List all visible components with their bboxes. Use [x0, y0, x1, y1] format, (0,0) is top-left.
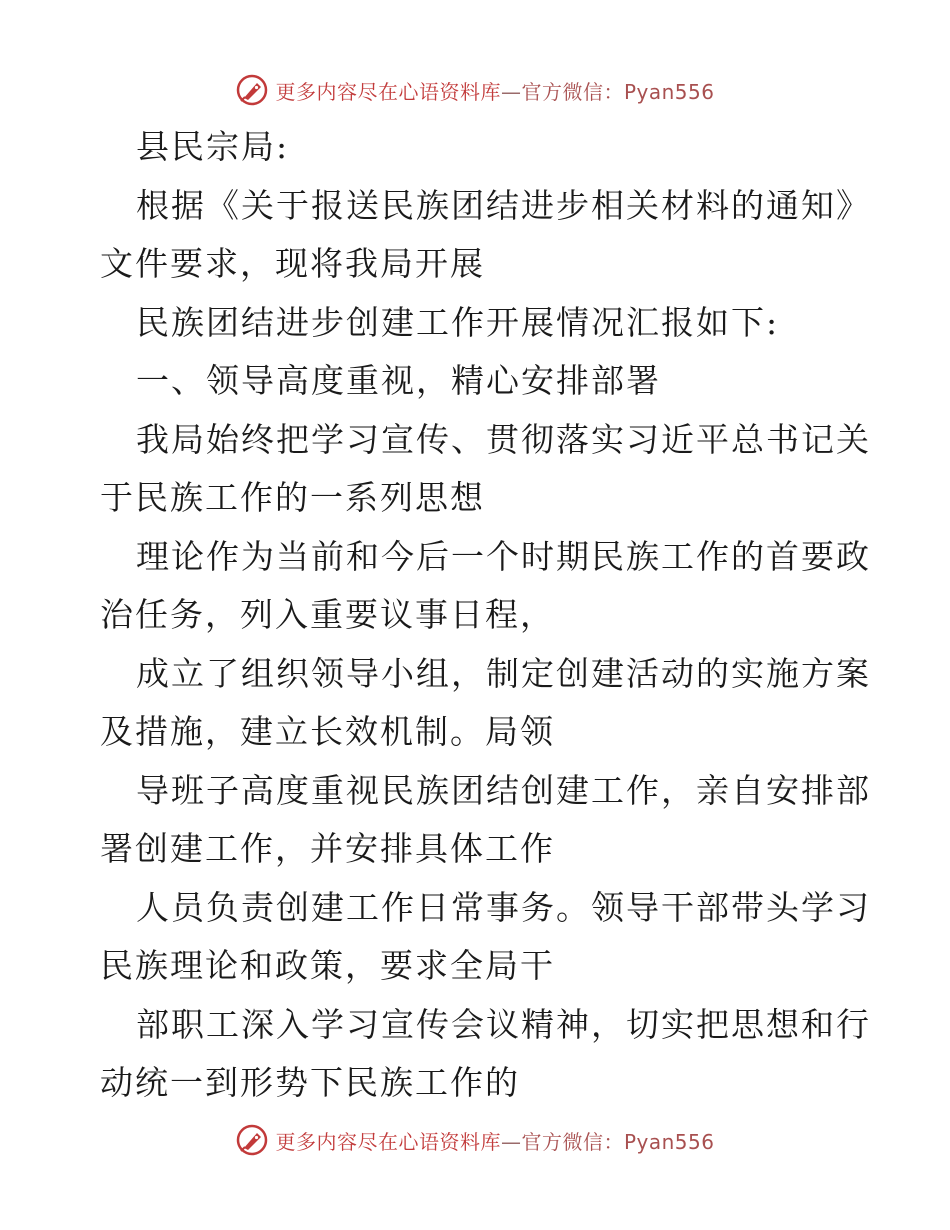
doc-line: 民族理论和政策，要求全局干 [100, 946, 555, 985]
pen-nib-logo-icon [235, 1123, 269, 1157]
doc-line: 民族团结进步创建工作开展情况汇报如下: [136, 302, 780, 342]
doc-line: 于民族工作的一系列思想 [100, 478, 485, 517]
doc-line: 文件要求，现将我局开展 [100, 244, 485, 283]
doc-line: 署创建工作，并安排具体工作 [100, 829, 555, 868]
doc-line: 动统一到形势下民族工作的 [100, 1063, 520, 1102]
doc-line: 及措施，建立长效机制。局领 [100, 712, 555, 751]
doc-line: 我局始终把学习宣传、贯彻落实习近平总书记关 [136, 419, 871, 459]
watermark-wechat: 官方微信：Pyan556 [521, 1129, 715, 1154]
header-watermark [0, 70, 950, 110]
doc-line: 治任务，列入重要议事日程， [100, 595, 555, 634]
doc-line: 部职工深入学习宣传会议精神，切实把思想和行 [136, 1004, 871, 1044]
footer-watermark [0, 1120, 950, 1160]
doc-line: 县民宗局: [136, 127, 290, 166]
doc-line: 人员负责创建工作日常事务。领导干部带头学习 [136, 887, 871, 927]
document-body [100, 118, 871, 1113]
watermark-brand: 更多内容尽在心语资料库 [275, 1129, 501, 1154]
watermark-brand: 更多内容尽在心语资料库 [275, 79, 501, 104]
watermark-wechat: 官方微信：Pyan556 [521, 79, 715, 104]
watermark-text [275, 76, 714, 105]
section-heading: 一、领导高度重视，精心安排部署 [136, 361, 661, 400]
watermark-separator: — [500, 1129, 522, 1154]
pen-nib-logo-icon [235, 73, 269, 107]
doc-line: 成立了组织领导小组，制定创建活动的实施方案 [136, 653, 871, 693]
doc-line: 理论作为当前和今后一个时期民族工作的首要政 [136, 536, 871, 576]
doc-line: 根据《关于报送民族团结进步相关材料的通知》 [136, 185, 871, 225]
doc-line: 导班子高度重视民族团结创建工作，亲自安排部 [136, 770, 871, 810]
watermark-text [275, 1126, 714, 1155]
watermark-separator: — [500, 79, 522, 104]
